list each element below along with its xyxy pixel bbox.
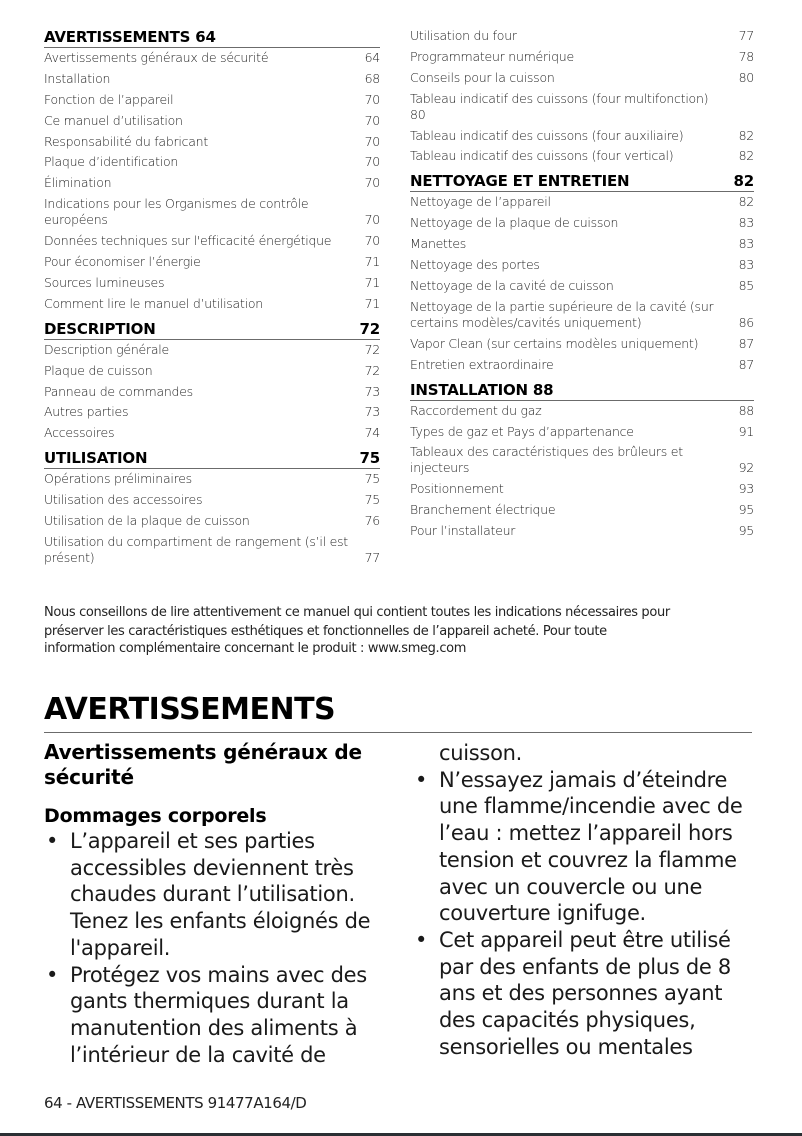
toc-heading-title: AVERTISSEMENTS 64 (44, 28, 216, 46)
section-title: AVERTISSEMENTS (44, 692, 752, 733)
toc-item[interactable]: Utilisation du four 77 (410, 28, 754, 43)
toc-item[interactable]: Sources lumineuses 71 (44, 274, 380, 290)
warning-bullet: • Protégez vos mains avec des gants thermiques durant la manutention des aliments à l’intérieur de la cavité de (44, 962, 374, 1069)
toc-item[interactable]: Données techniques sur l'efficacité énergétique 70 (44, 233, 380, 249)
toc-item[interactable]: Installation 68 (44, 70, 380, 86)
toc-heading-installation[interactable] (410, 381, 754, 401)
toc-heading-avertissements[interactable] (44, 28, 380, 48)
subsubsection-title: Dommages corporels (44, 805, 267, 827)
toc-item[interactable]: Tableau indicatif des cuissons (four auxiliaire) 82 (410, 127, 754, 143)
toc-heading-utilisation[interactable] (44, 449, 380, 469)
toc-item[interactable]: Fonction de l’appareil 70 (44, 91, 380, 107)
toc-item[interactable]: Autres parties 73 (44, 404, 380, 420)
subsection-title: Avertissements généraux de sécurité (44, 740, 362, 789)
intro-paragraph (44, 603, 759, 657)
toc-item[interactable]: Entretien extraordinaire 87 (410, 356, 754, 372)
toc-item[interactable]: Panneau de commandes 73 (44, 383, 380, 399)
body-left-column (44, 740, 374, 1068)
warning-bullet: • N’essayez jamais d’éteindre une flamme/incendie avec de l’eau : mettez l’appareil hors tension et couvrez la flamme avec un couvercle ou une couverture ignifuge. (413, 767, 758, 927)
toc-item[interactable]: Vapor Clean (sur certains modèles uniquement) 87 (410, 335, 754, 351)
toc-item[interactable]: Plaque de cuisson 72 (44, 362, 380, 378)
toc-heading-page: 72 (359, 319, 380, 338)
page-footer: 64 - AVERTISSEMENTS 91477A164/D (44, 1094, 307, 1112)
toc-heading-page: 82 (733, 172, 754, 191)
toc-item[interactable]: Indications pour les Organismes de contrôle européens 70 (44, 196, 380, 228)
toc-item[interactable]: Positionnement 93 (410, 481, 754, 497)
toc-item[interactable]: Pour l’installateur 95 (410, 523, 754, 539)
toc-left-column (44, 28, 380, 571)
toc-heading-description[interactable] (44, 320, 380, 340)
toc-item[interactable]: Avertissements généraux de sécurité 64 (44, 50, 380, 65)
toc-item[interactable]: Programmateur numérique 78 (410, 48, 754, 64)
intro-line-2: préserver les caractéristiques esthétiques et fonctionnelles de l’appareil acheté. Pour toute (44, 624, 607, 639)
toc-item[interactable]: Utilisation des accessoires 75 (44, 492, 380, 508)
toc-item[interactable]: Ce manuel d’utilisation 70 (44, 112, 380, 128)
toc-item[interactable]: Tableaux des caractéristiques des brûleurs et injecteurs 92 (410, 444, 754, 476)
toc-item[interactable]: Conseils pour la cuisson 80 (410, 69, 754, 85)
toc-item[interactable]: Description générale 72 (44, 341, 380, 357)
toc-item[interactable]: Nettoyage des portes 83 (410, 257, 754, 273)
warning-bullet-continuation: cuisson. (439, 741, 523, 765)
toc-heading-title: INSTALLATION 88 (410, 380, 554, 399)
toc-item[interactable]: Nettoyage de la partie supérieure de la cavité (sur certains modèles/cavités uniquement) 86 (410, 298, 754, 330)
toc-item[interactable]: Utilisation du compartiment de rangement (s’il est présent) 77 (44, 534, 380, 566)
toc-item[interactable]: Tableau indicatif des cuissons (four vertical) 82 (410, 148, 754, 164)
warning-list (44, 828, 374, 1068)
toc-item[interactable]: Nettoyage de la cavité de cuisson 85 (410, 278, 754, 294)
toc-heading-page: 75 (359, 449, 380, 468)
toc-item[interactable]: Élimination 70 (44, 175, 380, 191)
toc-item[interactable]: Types de gaz et Pays d’appartenance 91 (410, 423, 754, 439)
toc-item[interactable]: Comment lire le manuel d’utilisation 71 (44, 295, 380, 311)
intro-line-3: information complémentaire concernant le produit : www.smeg.com (44, 641, 467, 656)
warning-list (413, 740, 758, 1060)
toc-heading-title: NETTOYAGE ET ENTRETIEN (410, 172, 630, 191)
intro-line-1: Nous conseillons de lire attentivement ce manuel qui contient toutes les indications nécessaires pour (44, 605, 670, 620)
toc-item[interactable]: Tableau indicatif des cuissons (four multifonction) 80 (410, 90, 709, 122)
toc-item[interactable]: Utilisation de la plaque de cuisson 76 (44, 513, 380, 529)
toc-heading-title: UTILISATION (44, 449, 148, 468)
warning-bullet: • L’appareil et ses parties accessibles deviennent très chaudes durant l’utilisation. Tenez les enfants éloignés de l'appareil. (44, 828, 374, 962)
toc-item[interactable]: Nettoyage de la plaque de cuisson 83 (410, 215, 754, 231)
toc-item[interactable]: Branchement électrique 95 (410, 502, 754, 518)
toc-heading-nettoyage[interactable] (410, 172, 754, 192)
toc-item[interactable]: Responsabilité du fabricant 70 (44, 133, 380, 149)
toc-right-column (410, 28, 754, 544)
toc-item[interactable]: Nettoyage de l’appareil 82 (410, 194, 754, 210)
toc-heading-title: DESCRIPTION (44, 319, 156, 338)
toc-item[interactable]: Accessoires 74 (44, 425, 380, 441)
toc-item[interactable]: Manettes 83 (410, 236, 754, 252)
toc-item[interactable]: Opérations préliminaires 75 (44, 471, 380, 487)
warning-bullet: • Cet appareil peut être utilisé par des enfants de plus de 8 ans et des personnes ayant des capacités physiques, sensorielles ou mentales (413, 927, 758, 1061)
toc-item[interactable]: Plaque d’identification 70 (44, 154, 380, 170)
toc-item[interactable]: Raccordement du gaz 88 (410, 402, 754, 418)
toc-item[interactable]: Pour économiser l’énergie 71 (44, 254, 380, 270)
body-right-column (413, 740, 758, 1060)
